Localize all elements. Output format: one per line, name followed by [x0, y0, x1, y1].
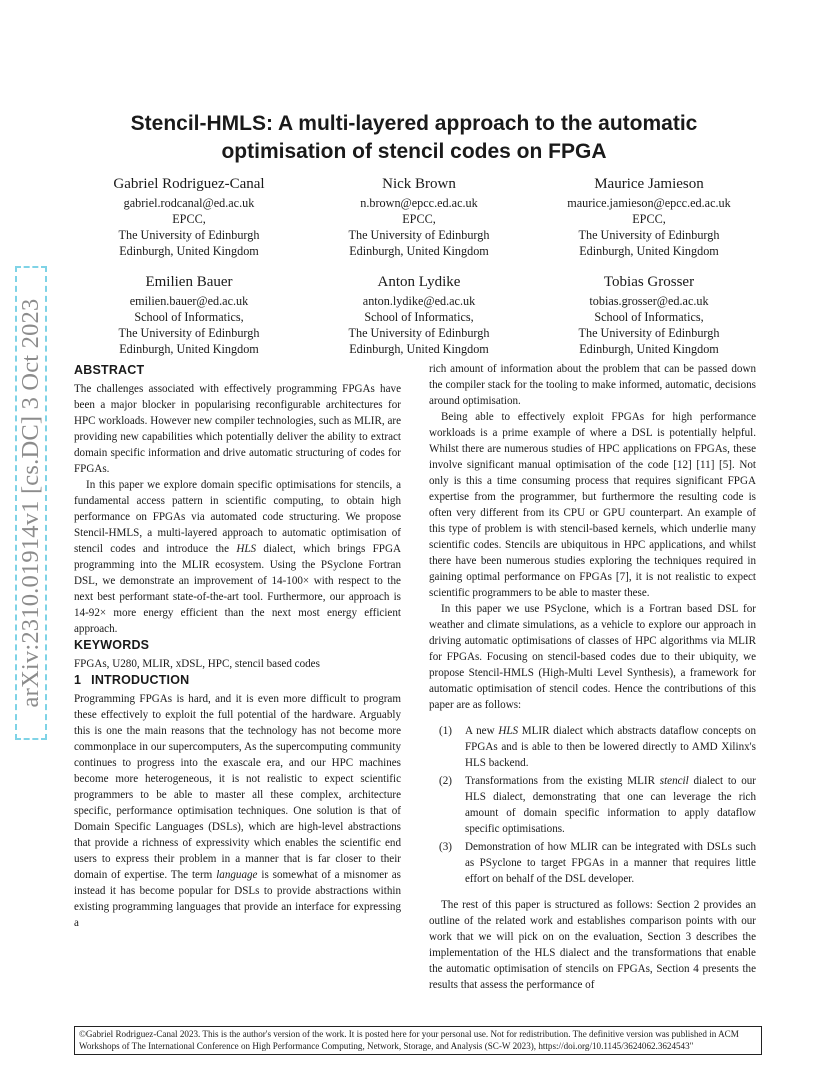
author-card	[74, 273, 304, 357]
right-column	[429, 361, 756, 993]
author-name: Maurice Jamieson	[594, 176, 704, 192]
arxiv-watermark	[15, 266, 47, 740]
contribution-list	[429, 723, 756, 887]
author-location: Edinburgh, United Kingdom	[349, 244, 489, 258]
author-dept: School of Informatics,	[594, 310, 704, 324]
arxiv-watermark-text: arXiv:2310.01914v1 [cs.DC] 3 Oct 2023	[17, 298, 44, 708]
author-dept: EPCC,	[632, 212, 666, 226]
author-location: Edinburgh, United Kingdom	[579, 342, 719, 356]
author-dept: School of Informatics,	[364, 310, 474, 324]
intro-paragraph-2: Being able to effectively exploit FPGAs for high performance workloads is a prime example of where a DSL is potentially helpful. Whilst there are numerous studies of HPC applications on FPGAs, these involve significant manual optimisation of the code [12] [11] [5]. Not only is this a time consuming process that requires significant FPGA expertise from the programmer, but furthermore the resulting code is often very different from its CPU or GPU counterpart. An example of this type of problem is with stencil-based kernels, which underlie many scientific codes. Stencils are ubiquitous in HPC applications, and whilst there have been numerous studies exploring the techniques required in gaining optimal performance on FPGAs [7], it is not realistic to expect scientific programmers to be able to master these.	[429, 411, 756, 599]
author-name: Anton Lydike	[377, 274, 461, 290]
author-email[interactable]: anton.lydike@ed.ac.uk	[362, 294, 476, 308]
author-email[interactable]: maurice.jamieson@epcc.ed.ac.uk	[567, 196, 731, 210]
author-location: Edinburgh, United Kingdom	[119, 244, 259, 258]
list-item: 1. (1) A new HLS MLIR dialect which abstracts dataflow concepts on FPGAs and is able to then be lowered directly to AMD Xilinx's HLS backend.	[463, 723, 756, 771]
author-univ: The University of Edinburgh	[578, 326, 720, 340]
author-email[interactable]: gabriel.rodcanal@ed.ac.uk	[123, 196, 255, 210]
author-card	[304, 175, 534, 259]
intro-paragraph-1: Programming FPGAs is hard, and it is even more difficult to program these effectively to exploit the full potential of the hardware. Arguably this is one the main reasons that the technology has not become more commonplace in our supercomputers, As the supercomputing community continues to progress into the exascale era, and our HPC machines become more heterogeneous, it is not realistic to expect scientific programmers to be able to master all these complex, architecture specific, performance optimisation techniques. One solution is that of Domain Specific Languages (DSLs), which are high-level abstractions that provide a richness of expressivity which enables the scientific end users to express their problem in a manner that is far closer to their domain of expertise. The term language is somewhat of a misnomer as instead it has become popular for DSLs to provide abstractions within existing programming languages that provide an interface for expressing a	[74, 693, 401, 929]
paper-title: Stencil-HMLS: A multi-layered approach to the automatic optimisation of stencil codes on FPGA	[130, 112, 698, 163]
author-card	[534, 273, 764, 357]
list-item: 3. (3) Demonstration of how MLIR can be integrated with DSLs such as PSyclone to target FPGAs in a manner that requires little effort on behalf of the DSL developer.	[463, 839, 756, 887]
author-univ: The University of Edinburgh	[118, 228, 260, 242]
author-dept: EPCC,	[172, 212, 206, 226]
author-location: Edinburgh, United Kingdom	[119, 342, 259, 356]
author-dept: School of Informatics,	[134, 310, 244, 324]
keywords-text: FPGAs, U280, MLIR, xDSL, HPC, stencil based codes	[74, 658, 320, 670]
copyright-footer: ©Gabriel Rodriguez-Canal 2023. This is the author's version of the work. It is posted here for your personal use. Not for redistribution. The definitive version was published in ACM Workshops of The International Conference on High Performance Computing, Network, Storage, and Analysis (SC-W 2023), https://doi.org/10.1145/3624062.3624543"	[74, 1026, 762, 1055]
author-card	[304, 273, 534, 357]
author-name: Tobias Grosser	[603, 274, 695, 290]
author-name: Gabriel Rodriguez-Canal	[113, 176, 265, 192]
author-email[interactable]: tobias.grosser@ed.ac.uk	[589, 294, 709, 308]
list-item: 2. (2) Transformations from the existing MLIR stencil dialect to our HLS dialect, demonstrating that one can leverage the rich amount of domain specific information to apply dataflow specific optimisations.	[463, 773, 756, 837]
left-column	[74, 362, 401, 931]
author-name: Emilien Bauer	[145, 274, 233, 290]
author-univ: The University of Edinburgh	[578, 228, 720, 242]
abstract-paragraph-1: The challenges associated with effectively programming FPGAs have been a major blocker in popularising reconfigurable architectures for HPC workloads. However new compiler technologies, such as MLIR, are providing new capabilities which potentially deliver the ability to extract domain specific information and drive automatic structuring of codes for FPGAs.	[74, 383, 401, 475]
author-univ: The University of Edinburgh	[348, 326, 490, 340]
author-dept: EPCC,	[402, 212, 436, 226]
author-card	[534, 175, 764, 259]
keywords-heading: KEYWORDS	[74, 638, 150, 652]
abstract-paragraph-2: In this paper we explore domain specific optimisations for stencils, a fundamental access pattern in scientific computing, to obtain high performance on FPGAs via automated code structuring. We propose Stencil-HMLS, a multi-layered approach to automatic optimisation of stencil codes and introduce the HLS dialect, which brings FPGA programming into the MLIR ecosystem. Using the PSyclone Fortran DSL, we demonstrate an improvement of 14-100× with respect to the next best performant state-of-the-art tool. Furthermore, our approach is 14-92× more energy efficient than the next most energy efficient approach.	[74, 479, 401, 635]
author-email[interactable]: emilien.bauer@ed.ac.uk	[129, 294, 249, 308]
author-location: Edinburgh, United Kingdom	[579, 244, 719, 258]
author-card	[74, 175, 304, 259]
author-univ: The University of Edinburgh	[118, 326, 260, 340]
author-row-2	[74, 273, 764, 357]
section-number: 1	[74, 673, 82, 687]
author-row-1	[74, 175, 764, 259]
intro-paragraph-3: In this paper we use PSyclone, which is a Fortran based DSL for weather and climate simulations, as a vehicle to explore our approach in driving automatic optimisations of classes of HPC algorithms via MLIR for FPGAs. Focusing on stencil-based codes due to their ubiquity, we propose Stencil-HMLS (High-Multi Level Synthesis), a framework for automatic optimisation of stencil codes. Hence the contributions of this paper are as follows:	[429, 603, 756, 711]
abstract-heading: ABSTRACT	[74, 363, 145, 377]
author-block	[74, 175, 764, 371]
author-location: Edinburgh, United Kingdom	[349, 342, 489, 356]
author-univ: The University of Edinburgh	[348, 228, 490, 242]
author-email[interactable]: n.brown@epcc.ed.ac.uk	[360, 196, 478, 210]
author-name: Nick Brown	[382, 176, 456, 192]
intro-paragraph-4: The rest of this paper is structured as follows: Section 2 provides an outline of the related work and establishes comparison points with our work that we will pick on on the evaluation, Section 3 describes the implementation of the HLS dialect and the transformations that enable the automatic optimisation of stencils on FPGAs, Section 4 presents the results that assess the performance of	[429, 899, 756, 991]
intro-heading: 1 INTRODUCTION	[74, 673, 190, 687]
intro-paragraph-1-continued: rich amount of information about the problem that can be passed down the compiler stack for the tooling to make informed, automatic, decisions around optimisation.	[429, 363, 756, 407]
